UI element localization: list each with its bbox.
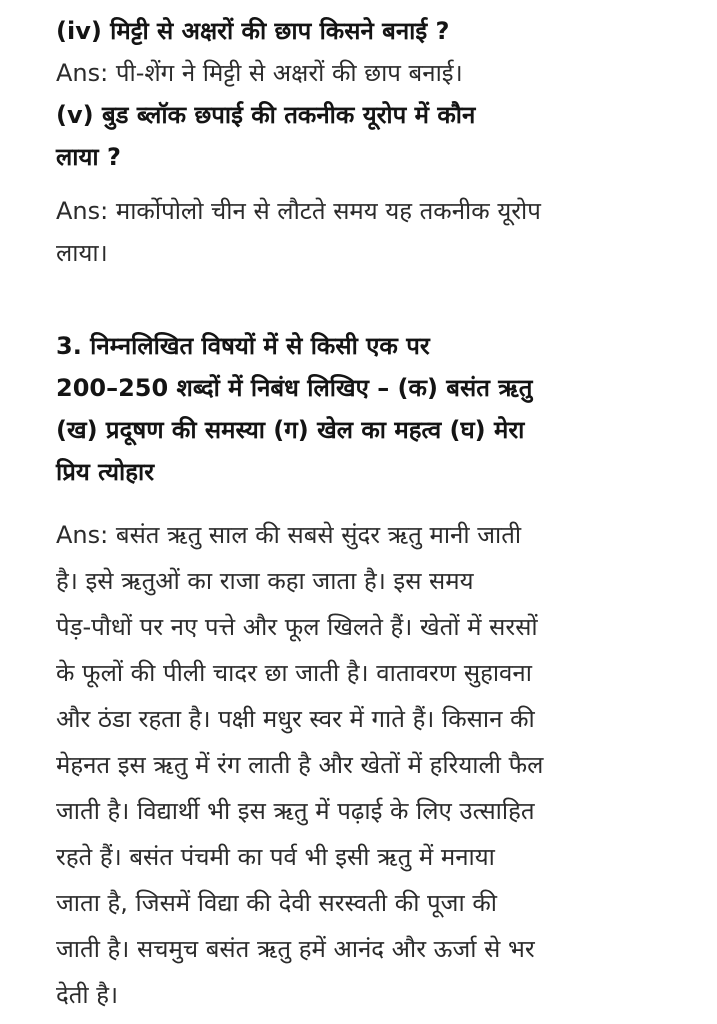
answer-3-line-9: जाता है, जिसमें विद्या की देवी सरस्वती की पूजा की <box>56 889 497 917</box>
question-3-line-2: 200–250 शब्दों में निबंध लिखिए – (क) बसंत ऋतु <box>56 374 533 402</box>
question-iv-text: (iv) मिट्टी से अक्षरों की छाप किसने बनाई ? <box>56 17 450 45</box>
answer-iv <box>56 52 463 94</box>
ans-label: Ans: <box>56 59 109 87</box>
answer-3-line-4: के फूलों की पीली चादर छा जाती है। वातावरण सुहावना <box>56 659 532 687</box>
answer-3-line-1 <box>56 512 543 558</box>
answer-3-line-3: पेड़-पौधों पर नए पत्ते और फूल खिलते हैं। खेतों में सरसों <box>56 613 538 641</box>
answer-v-text-1: मार्कोपोलो चीन से लौटते समय यह तकनीक यूरोप <box>115 197 541 225</box>
question-v-line-2: लाया ? <box>56 143 121 171</box>
question-3-line-1: 3. निम्नलिखित विषयों में से किसी एक पर <box>56 332 430 360</box>
answer-3-line-6: मेहनत इस ऋतु में रंग लाती है और खेतों में हरियाली फैल <box>56 751 544 779</box>
answer-iv-line <box>56 52 463 94</box>
answer-3 <box>56 512 543 1018</box>
question-3-line-3: (ख) प्रदूषण की समस्या (ग) खेल का महत्व (घ) मेरा <box>56 416 525 444</box>
ans-label: Ans: <box>56 197 109 225</box>
answer-3-line-10: जाती है। सचमुच बसंत ऋतु हमें आनंद और ऊर्जा से भर <box>56 935 535 963</box>
answer-3-line-11: देती है। <box>56 981 119 1009</box>
answer-v <box>56 190 541 274</box>
answer-iv-text: पी-शेंग ने मिट्टी से अक्षरों की छाप बनाई। <box>115 59 463 87</box>
document-page <box>56 0 696 1024</box>
question-v-line-1: (v) बुड ब्लॉक छपाई की तकनीक यूरोप में कौन <box>56 101 476 129</box>
answer-v-line-1 <box>56 190 541 232</box>
question-iv <box>56 10 449 52</box>
answer-3-line-8: रहते हैं। बसंत पंचमी का पर्व भी इसी ऋतु में मनाया <box>56 843 495 871</box>
answer-v-line-2: लाया। <box>56 239 108 267</box>
ans-label: Ans: <box>56 521 109 549</box>
question-3-line-4: प्रिय त्योहार <box>56 458 155 486</box>
answer-3-line-2: है। इसे ऋतुओं का राजा कहा जाता है। इस समय <box>56 567 474 595</box>
question-v <box>56 94 475 178</box>
answer-3-text-1: बसंत ऋतु साल की सबसे सुंदर ऋतु मानी जाती <box>115 521 522 549</box>
question-3 <box>56 325 532 493</box>
answer-3-line-7: जाती है। विद्यार्थी भी इस ऋतु में पढ़ाई के लिए उत्साहित <box>56 797 535 825</box>
answer-3-line-5: और ठंडा रहता है। पक्षी मधुर स्वर में गाते हैं। किसान की <box>56 705 535 733</box>
